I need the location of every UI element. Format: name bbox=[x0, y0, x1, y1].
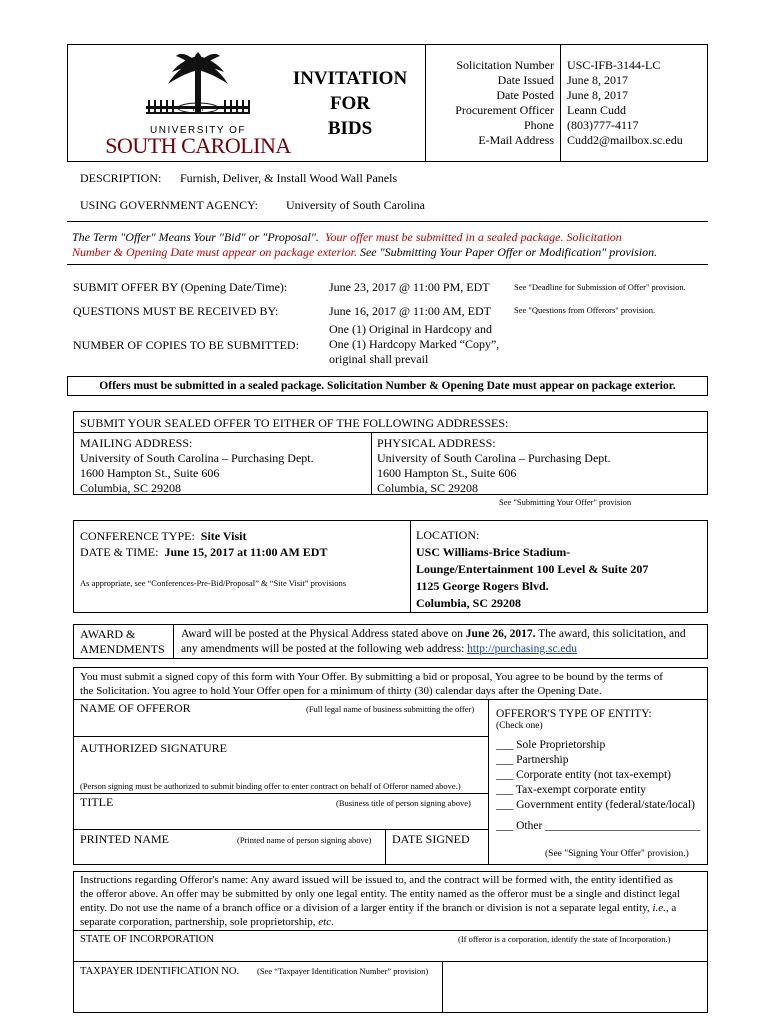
copies-line3: original shall prevail bbox=[329, 352, 429, 366]
date-signed-field[interactable] bbox=[386, 846, 487, 864]
name-of-offeror-note: (Full legal name of business submitting the offer) bbox=[306, 704, 475, 714]
location-line: Columbia, SC 29208 bbox=[416, 596, 522, 610]
award-text: The award, this solicitation, and bbox=[535, 628, 686, 640]
physical-address-line: University of South Carolina – Purchasing Dept. bbox=[377, 451, 611, 465]
divider bbox=[73, 736, 488, 737]
label-email: E-Mail Address bbox=[478, 133, 554, 147]
questions-label: QUESTIONS MUST BE RECEIVED BY: bbox=[73, 304, 279, 318]
award-label-2: AMENDMENTS bbox=[80, 642, 165, 656]
conference-type-value: Site Visit bbox=[200, 529, 247, 543]
award-text-line2 bbox=[181, 642, 577, 657]
label-solicitation-number: Solicitation Number bbox=[456, 58, 554, 72]
submit-value: June 23, 2017 @ 11:00 PM, EDT bbox=[329, 280, 490, 294]
palmetto-tree-icon bbox=[118, 50, 278, 122]
label-date-issued: Date Issued bbox=[497, 73, 554, 87]
title-field[interactable] bbox=[74, 810, 487, 829]
entity-type-check-one: (Check one) bbox=[496, 721, 543, 731]
seal-year: 1801 bbox=[192, 107, 204, 113]
description-label: DESCRIPTION: bbox=[80, 171, 162, 185]
addresses-divider bbox=[371, 432, 372, 495]
value-date-issued: June 8, 2017 bbox=[567, 73, 628, 87]
conference-type-label: CONFERENCE TYPE: bbox=[80, 529, 195, 543]
name-of-offeror-field[interactable] bbox=[74, 716, 487, 736]
title-invitation: INVITATION bbox=[292, 68, 408, 89]
copies-line2: One (1) Hardcopy Marked “Copy”, bbox=[329, 337, 500, 351]
instructions-line bbox=[80, 901, 676, 916]
conference-note: As appropriate, see “Conferences-Pre-Bid/Proposal” & “Site Visit” provisions bbox=[80, 578, 347, 588]
label-date-posted: Date Posted bbox=[496, 88, 554, 102]
entity-type-note: (See "Signing Your Offer" provision.) bbox=[545, 849, 689, 859]
state-field[interactable] bbox=[74, 946, 707, 960]
description-value: Furnish, Deliver, & Install Wood Wall Panels bbox=[180, 171, 398, 185]
taxpayer-field[interactable] bbox=[74, 978, 441, 1012]
offeror-intro-line2: the Solicitation. You agree to hold Your Offer open for a minimum of thirty (30) calendar days after the Opening Date. bbox=[80, 685, 602, 697]
title-note: (Business title of person signing above) bbox=[336, 798, 471, 808]
mailing-address-line: 1600 Hampton St., Suite 606 bbox=[80, 466, 220, 480]
instructions-line: Instructions regarding Offeror's name: Any award issued will be issued to, and the contract will be formed with, the entity identified as bbox=[80, 874, 673, 886]
submit-note: See "Deadline for Submission of Offer" provision. bbox=[514, 282, 686, 292]
taxpayer-field-extra[interactable] bbox=[443, 962, 707, 1012]
instructions-italic: i.e. bbox=[652, 902, 666, 914]
agency-value: University of South Carolina bbox=[286, 198, 425, 212]
award-text: any amendments will be posted at the following web address: bbox=[181, 643, 468, 655]
value-email[interactable]: Cudd2@mailbox.sc.edu bbox=[567, 133, 683, 147]
entity-option[interactable]: ___ Tax-exempt corporate entity bbox=[496, 784, 647, 796]
value-phone: (803)777-4117 bbox=[567, 118, 639, 132]
term-notice-line1 bbox=[72, 230, 622, 245]
divider bbox=[67, 264, 708, 265]
title-bids: BIDS bbox=[327, 118, 373, 139]
mailing-address-label: MAILING ADDRESS: bbox=[80, 436, 193, 450]
award-text: Award will be posted at the Physical Address stated above on bbox=[181, 628, 466, 640]
label-procurement-officer: Procurement Officer bbox=[455, 103, 554, 117]
copies-line1: One (1) Original in Hardcopy and bbox=[329, 322, 492, 336]
value-procurement-officer: Leann Cudd bbox=[567, 103, 626, 117]
instructions-text: separate corporation, partnership, sole proprietorship, bbox=[80, 916, 319, 928]
value-solicitation-number: USC-IFB-3144-LC bbox=[567, 58, 661, 72]
copies-label: NUMBER OF COPIES TO BE SUBMITTED: bbox=[73, 338, 299, 352]
authorized-signature-label: AUTHORIZED SIGNATURE bbox=[80, 741, 227, 755]
physical-address-label: PHYSICAL ADDRESS: bbox=[377, 436, 496, 450]
divider bbox=[67, 221, 708, 222]
divider bbox=[488, 699, 489, 829]
entity-option[interactable]: ___ Partnership bbox=[496, 754, 569, 766]
usc-logo bbox=[105, 50, 291, 158]
entity-type-title: OFFEROR'S TYPE OF ENTITY: bbox=[496, 708, 652, 720]
location-line: 1125 George Rogers Blvd. bbox=[416, 579, 549, 593]
state-label: STATE OF INCORPORATION bbox=[80, 934, 214, 945]
state-note: (If offeror is a corporation, identify the state of Incorporation.) bbox=[458, 934, 671, 944]
physical-address-line: 1600 Hampton St., Suite 606 bbox=[377, 466, 517, 480]
divider bbox=[73, 829, 488, 830]
purchasing-link[interactable]: http://purchasing.sc.edu bbox=[467, 643, 578, 655]
divider bbox=[73, 793, 488, 794]
printed-name-field[interactable] bbox=[74, 846, 384, 864]
title-for: FOR bbox=[329, 93, 371, 114]
taxpayer-note: (See “Taxpayer Identification Number” provision) bbox=[257, 966, 429, 976]
logo-university-of: UNIVERSITY OF bbox=[150, 125, 246, 136]
date-signed-label: DATE SIGNED bbox=[392, 832, 470, 846]
award-date: June 26, 2017. bbox=[465, 628, 536, 640]
printed-name-note: (Printed name of person signing above) bbox=[237, 835, 372, 845]
entity-option-other[interactable]: ___ Other ___________________________ bbox=[496, 820, 701, 832]
addresses-heading: SUBMIT YOUR SEALED OFFER TO EITHER OF THE FOLLOWING ADDRESSES: bbox=[80, 416, 509, 430]
label-phone: Phone bbox=[524, 118, 554, 132]
mailing-address-line: Columbia, SC 29208 bbox=[80, 481, 182, 495]
entity-option[interactable]: ___ Government entity (federal/state/local) bbox=[496, 799, 695, 811]
term-black-text: The Term "Offer" Means Your "Bid" or "Proposal". bbox=[72, 230, 319, 244]
award-label: AWARD & bbox=[80, 627, 136, 641]
award-text-line1 bbox=[181, 627, 686, 642]
offeror-intro-line1: You must submit a signed copy of this form with Your Offer. By submitting a bid or proposal, You agree to be bound by the terms of bbox=[80, 671, 663, 683]
value-date-posted: June 8, 2017 bbox=[567, 88, 628, 102]
logo-south-carolina: SOUTH CAROLINA bbox=[105, 133, 291, 158]
name-of-offeror-label: NAME OF OFFEROR bbox=[80, 701, 191, 715]
addresses-divider bbox=[73, 432, 708, 433]
conference-datetime-value: June 15, 2017 at 11:00 AM EDT bbox=[164, 545, 328, 559]
addresses-note: See "Submitting Your Offer" provision bbox=[499, 497, 632, 507]
authorized-signature-note: (Person signing must be authorized to submit binding offer to enter contract on behalf of Offeror named above.) bbox=[80, 781, 461, 791]
location-line: Lounge/Entertainment 100 Level & Suite 207 bbox=[416, 562, 649, 576]
taxpayer-label: TAXPAYER IDENTIFICATION NO. bbox=[80, 966, 240, 977]
questions-note: See "Questions from Offerors" provision. bbox=[514, 305, 656, 315]
instructions-line bbox=[80, 915, 334, 930]
conference-datetime-label: DATE & TIME: bbox=[80, 545, 159, 559]
header-divider bbox=[560, 44, 561, 162]
term-red-text-2: Number & Opening Date must appear on package exterior. bbox=[72, 245, 357, 259]
location-label: LOCATION: bbox=[416, 528, 480, 542]
sealed-notice: Offers must be submitted in a sealed package. Solicitation Number & Opening Date must appear on package exterior. bbox=[99, 380, 676, 392]
title-label: TITLE bbox=[80, 795, 114, 809]
submit-label: SUBMIT OFFER BY (Opening Date/Time): bbox=[73, 280, 288, 294]
conference-datetime bbox=[80, 545, 327, 560]
conference-type bbox=[80, 529, 246, 544]
mailing-address-line: University of South Carolina – Purchasing Dept. bbox=[80, 451, 314, 465]
agency-label: USING GOVERNMENT AGENCY: bbox=[80, 198, 259, 212]
authorized-signature-field[interactable] bbox=[74, 756, 487, 778]
instructions-text: . bbox=[331, 916, 334, 928]
term-red-text: Your offer must be submitted in a sealed package. Solicitation bbox=[324, 230, 622, 244]
physical-address-line: Columbia, SC 29208 bbox=[377, 481, 479, 495]
instructions-text: , a bbox=[665, 902, 677, 914]
term-notice-line2 bbox=[72, 245, 657, 260]
divider bbox=[488, 829, 489, 865]
entity-option[interactable]: ___ Sole Proprietorship bbox=[496, 739, 606, 751]
questions-value: June 16, 2017 @ 11:00 AM, EDT bbox=[329, 304, 491, 318]
term-black-text-2: See "Submitting Your Paper Offer or Modification" provision. bbox=[359, 245, 658, 259]
entity-option[interactable]: ___ Corporate entity (not tax-exempt) bbox=[496, 769, 672, 781]
location-line: USC Williams-Brice Stadium- bbox=[416, 545, 571, 559]
divider bbox=[73, 699, 708, 700]
printed-name-label: PRINTED NAME bbox=[80, 832, 169, 846]
instructions-text: entity. Do not use the name of a branch office or a division of a larger entity if the branch or division is not a separate legal entity, bbox=[80, 902, 653, 914]
instructions-italic: etc bbox=[318, 916, 332, 928]
instructions-line: the offeror above. An offer may be submitted by only one legal entity. The entity named as the offeror must be a single and distinct legal bbox=[80, 888, 680, 900]
